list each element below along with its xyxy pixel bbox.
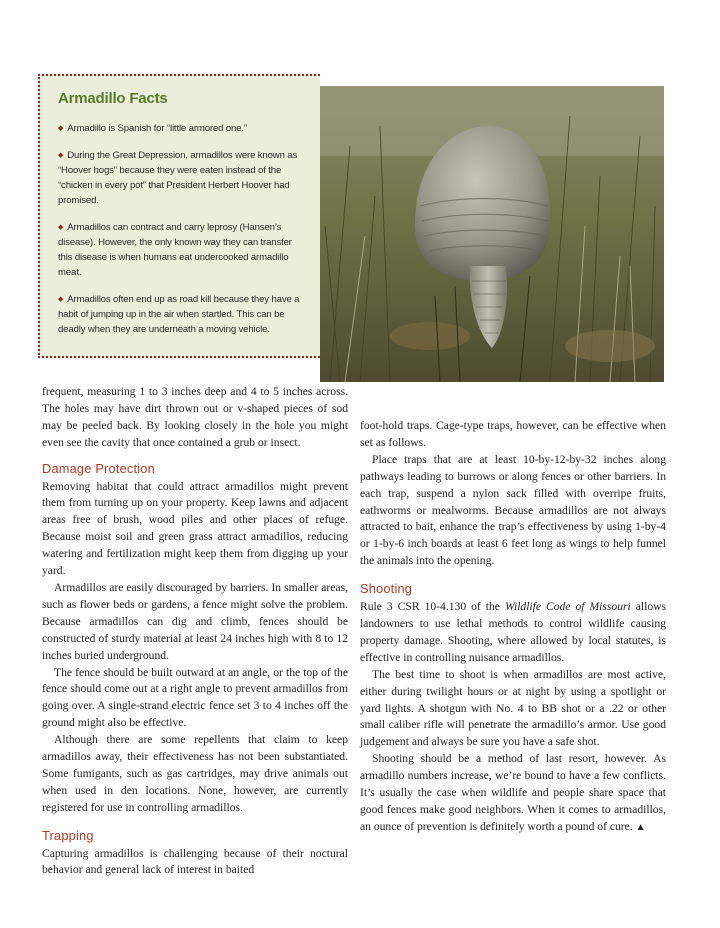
- body-paragraph: The fence should be built outward at an angle, or the top of the fence should come out at a right angle to prevent armadillos from going over. A single-strand electric fence set 3 to 4 inches off the ground might also be effective.: [42, 665, 348, 730]
- body-paragraph: Shooting should be a method of last resort, however. As armadillo numbers increase, we’re bound to have a few conflicts. It’s usually the case when wildlife and people share space that good fences make good neighbors. When it comes to armadillos, an ounce of prevention is definitely worth a pound of cure. ▲: [360, 752, 666, 833]
- intro-paragraph: frequent, measuring 1 to 3 inches deep and 4 to 5 inches across. The holes may have dirt thrown out or v-shaped pieces of sod may be peeled back. By looking closely in the hole you might even see the cavity that once contained a grub or insect.: [42, 385, 348, 449]
- bullet-icon: ◆: [58, 152, 64, 159]
- body-paragraph: foot-hold traps. Cage-type traps, however, can be effective when set as follows.: [360, 419, 666, 449]
- body-paragraph: Although there are some repellents that claim to keep armadillos away, their effectiveness has not been substantiated. Some fumigants, such as gas cartridges, may drive animals out when used in den locations. None, however, are currently registered for use in controlling armadillos.: [42, 733, 348, 814]
- body-paragraph: Capturing armadillos is challenging because of their noctural behavior and general lack of interest in baited: [42, 846, 348, 877]
- body-paragraph: Armadillos are easily discouraged by barriers. In smaller areas, such as flower beds or gardens, a fence might solve the problem. Because armadillos can dig and climb, fences should be constructed of sturdy material at least 24 inches high with 8 to 12 inches buried underground.: [42, 580, 348, 662]
- fact-item: ◆ During the Great Depression, armadillos were known as “Hoover hogs” because they were eaten instead of the “chicken in every pot” that President Herbert Hoover had promised.: [58, 150, 298, 206]
- facts-title: Armadillo Facts: [58, 90, 168, 107]
- body-paragraph: Removing habitat that could attract armadillos might prevent them from turning up on your property. Keep lawns and adjacent areas free of brush, wood piles and other places of refuge. Because moist soil and green grass attract armadillos, reducing watering and fertilization might keep them from digging up your yard.: [42, 479, 348, 578]
- end-mark-icon: ▲: [635, 821, 646, 833]
- body-paragraph: The best time to shoot is when armadillos are most active, either during twilight hours or at night by using a spotlight or yard lights. A shotgun with No. 4 to BB shot or a .22 or other small caliber rifle will penetrate the armadillo’s armor. Use good judgement and always be sure you have a safe shot.: [360, 667, 666, 749]
- body-paragraph: Place traps that are at least 10-by-12-by-32 inches along pathways leading to burrows or along fences or other barriers. In each trap, suspend a nylon sack filled with overripe fruits, eathworms or mealworms. Because armadillos are not always attracted to bait, enhance the trap’s effectiveness by using 1-by-4 or 1-by-6 inch boards at least 6 feet long as wings to help funnel the animals into the opening.: [360, 452, 666, 568]
- armadillo-photo: [320, 86, 664, 382]
- bullet-icon: ◆: [58, 296, 64, 303]
- armadillo-facts-box: [38, 74, 320, 358]
- body-paragraph: Rule 3 CSR 10-4.130 of the Wildlife Code of Missouri allows landowners to use lethal methods to control wildlife causing property damage. Shooting, where allowed by local statutes, is effective in controlling nuisance armadillos.: [360, 600, 666, 664]
- shooting-heading: Shooting: [360, 581, 413, 597]
- fact-item: ◆ Armadillos can contract and carry leprosy (Hansen’s disease). However, the only known way they can transfer this disease is when humans eat undercooked armadillo meat.: [58, 222, 292, 278]
- right-column: [360, 418, 666, 837]
- wildlife-code-title: Wildlife Code of Missouri: [504, 600, 631, 614]
- fact-item: ◆ Armadillos often end up as road kill because they have a habit of jumping up in the air when startled. This can be deadly when they are underneath a moving vehicle.: [58, 294, 300, 335]
- trapping-heading: Trapping: [42, 827, 94, 843]
- damage-protection-heading: Damage Protection: [42, 460, 155, 476]
- fact-item: ◆ Armadillo is Spanish for “little armored one.”: [58, 123, 247, 134]
- bullet-icon: ◆: [58, 224, 64, 231]
- left-column: [42, 384, 348, 879]
- bullet-icon: ◆: [58, 125, 64, 132]
